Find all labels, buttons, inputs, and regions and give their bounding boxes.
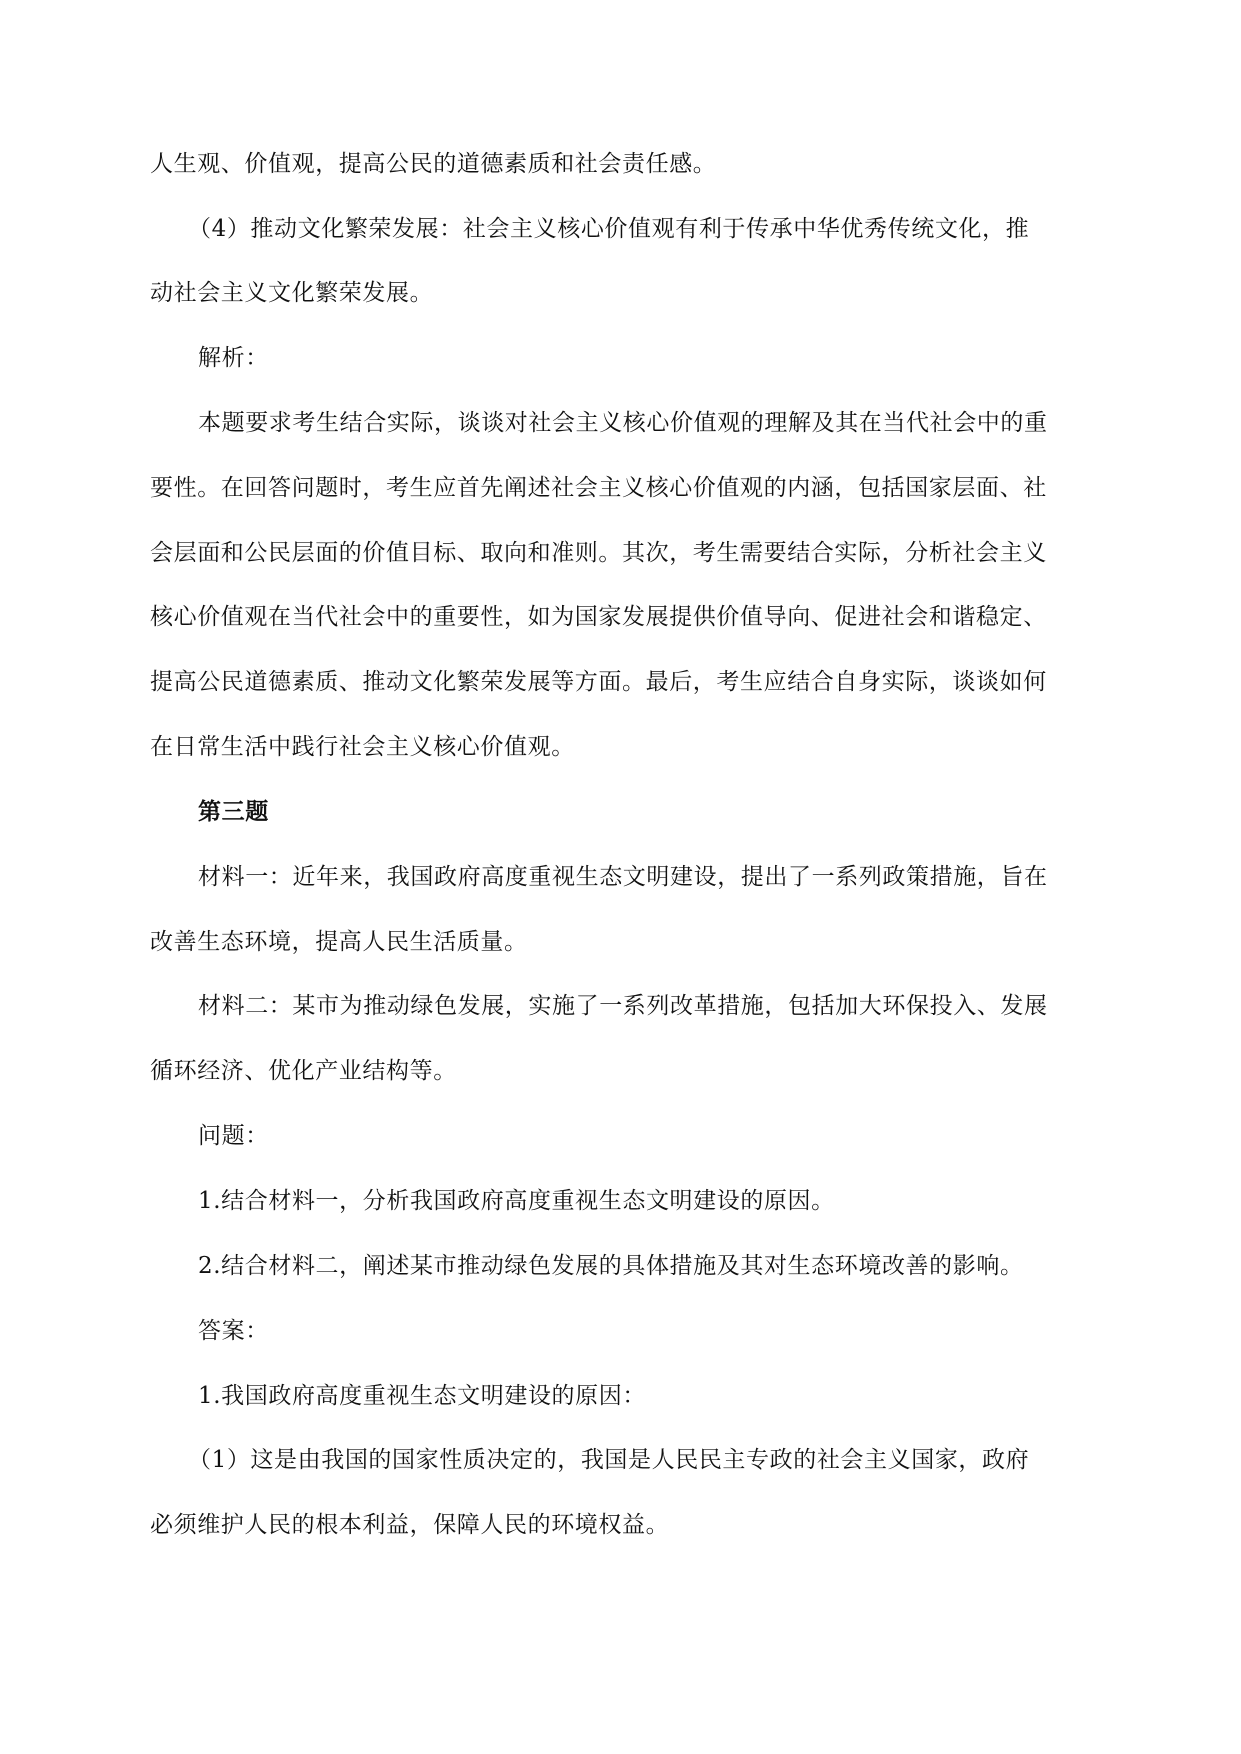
section-label: 解析：	[198, 345, 269, 371]
question-item: 1.结合材料一，分析我国政府高度重视生态文明建设的原因。	[198, 1188, 835, 1214]
paragraph-line: 人生观、价值观，提高公民的道德素质和社会责任感。	[150, 151, 717, 177]
paragraph-line: 材料二：某市为推动绿色发展，实施了一系列改革措施，包括加大环保投入、发展	[198, 993, 1048, 1019]
paragraph-line: （1）这是由我国的国家性质决定的，我国是人民民主专政的社会主义国家，政府	[188, 1447, 1030, 1473]
paragraph-line: 改善生态环境，提高人民生活质量。	[150, 929, 528, 955]
answer-item: 1.我国政府高度重视生态文明建设的原因：	[198, 1383, 646, 1409]
section-label: 答案：	[198, 1318, 269, 1344]
paragraph-line: 核心价值观在当代社会中的重要性，如为国家发展提供价值导向、促进社会和谐稳定、	[150, 604, 1047, 630]
paragraph-line: 材料一：近年来，我国政府高度重视生态文明建设，提出了一系列政策措施，旨在	[198, 864, 1048, 890]
paragraph-line: 本题要求考生结合实际，谈谈对社会主义核心价值观的理解及其在当代社会中的重	[198, 410, 1048, 436]
paragraph-line: 在日常生活中践行社会主义核心价值观。	[150, 734, 575, 760]
paragraph-line: 要性。在回答问题时，考生应首先阐述社会主义核心价值观的内涵，包括国家层面、社	[150, 475, 1047, 501]
question-item: 2.结合材料二，阐述某市推动绿色发展的具体措施及其对生态环境改善的影响。	[198, 1253, 1024, 1279]
paragraph-line: 循环经济、优化产业结构等。	[150, 1058, 457, 1084]
paragraph-line: 必须维护人民的根本利益，保障人民的环境权益。	[150, 1512, 670, 1538]
paragraph-line: 会层面和公民层面的价值目标、取向和准则。其次，考生需要结合实际，分析社会主义	[150, 540, 1047, 566]
paragraph-line: 动社会主义文化繁荣发展。	[150, 280, 434, 306]
section-label: 问题：	[198, 1123, 269, 1149]
section-heading: 第三题	[198, 798, 269, 825]
paragraph-line: （4）推动文化繁荣发展：社会主义核心价值观有利于传承中华优秀传统文化，推	[188, 216, 1030, 242]
paragraph-line: 提高公民道德素质、推动文化繁荣发展等方面。最后，考生应结合自身实际，谈谈如何	[150, 669, 1047, 695]
